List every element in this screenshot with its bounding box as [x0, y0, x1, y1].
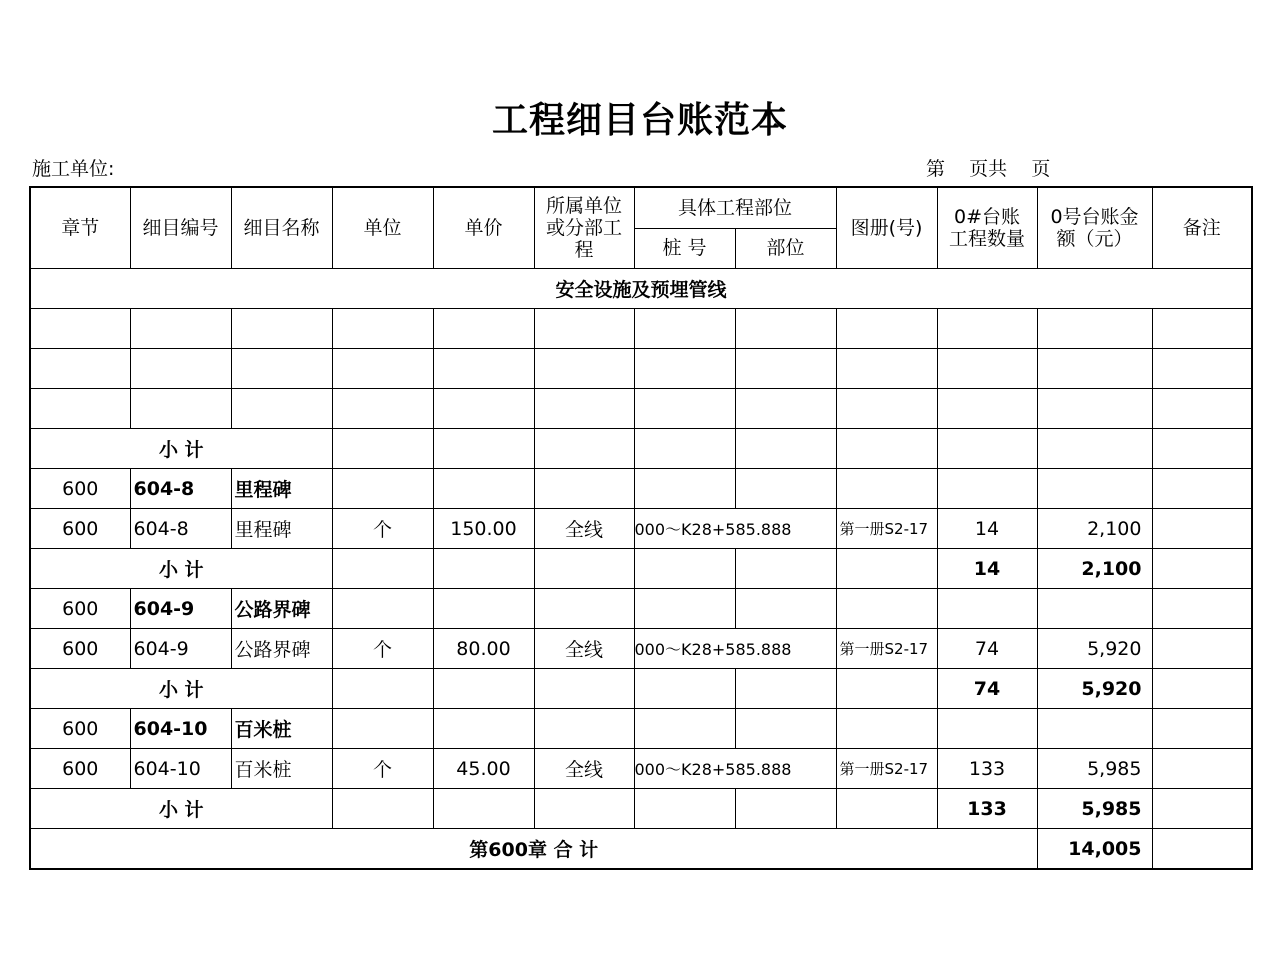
chapter-cell: 600 [30, 469, 130, 509]
empty-cell [937, 389, 1037, 429]
amount-cell: 2,100 [1037, 509, 1152, 549]
empty-cell [30, 389, 130, 429]
item-code-cell: 604-8 [130, 509, 231, 549]
empty-cell [937, 349, 1037, 389]
empty-cell [332, 709, 433, 749]
empty-cell [836, 429, 937, 469]
empty-cell [433, 789, 534, 829]
empty-cell [332, 669, 433, 709]
dept-cell: 全线 [534, 749, 634, 789]
chapter-cell: 600 [30, 749, 130, 789]
subtotal-label: 小 计 [30, 549, 332, 589]
empty-cell [937, 429, 1037, 469]
item-name-cell: 百米桩 [231, 709, 332, 749]
empty-cell [1037, 389, 1152, 429]
empty-cell [534, 429, 634, 469]
empty-cell [634, 429, 735, 469]
empty-cell [332, 429, 433, 469]
item-name-cell: 里程碑 [231, 469, 332, 509]
empty-cell [332, 349, 433, 389]
empty-cell [433, 709, 534, 749]
chapter-cell: 600 [30, 709, 130, 749]
empty-cell [836, 549, 937, 589]
item-code-cell: 604-9 [130, 589, 231, 629]
amount-cell: 5,985 [1037, 749, 1152, 789]
empty-cell [534, 549, 634, 589]
dept-cell: 全线 [534, 509, 634, 549]
empty-cell [534, 309, 634, 349]
empty-cell [534, 789, 634, 829]
empty-cell [534, 349, 634, 389]
empty-cell [634, 389, 735, 429]
empty-cell [1037, 469, 1152, 509]
empty-cell [735, 389, 836, 429]
empty-cell [937, 469, 1037, 509]
header-stake: 桩 号 [634, 228, 735, 269]
construction-unit-label: 施工单位: [32, 158, 115, 180]
total-label: 第600章 合 计 [30, 829, 1037, 870]
empty-cell [433, 549, 534, 589]
empty-cell [332, 469, 433, 509]
stake-cell [634, 749, 836, 789]
empty-cell [1152, 709, 1252, 749]
empty-cell [1152, 829, 1252, 870]
empty-cell [534, 709, 634, 749]
empty-cell [735, 709, 836, 749]
empty-cell [433, 309, 534, 349]
drawing-cell: 第一册S2-17 [836, 749, 937, 789]
empty-cell [130, 349, 231, 389]
section-row [30, 269, 1252, 309]
empty-cell [836, 389, 937, 429]
header-amount: 0号台账金额（元） [1037, 187, 1152, 269]
empty-cell [634, 549, 735, 589]
chapter-cell: 600 [30, 589, 130, 629]
detail-row [30, 749, 1252, 789]
header-unit: 单位 [332, 187, 433, 269]
empty-cell [836, 709, 937, 749]
empty-cell [534, 669, 634, 709]
drawing-cell: 第一册S2-17 [836, 509, 937, 549]
empty-cell [836, 669, 937, 709]
group-header-row [30, 469, 1252, 509]
empty-cell [433, 349, 534, 389]
item-name-cell: 公路界碑 [231, 629, 332, 669]
group-header-row [30, 709, 1252, 749]
empty-cell [332, 789, 433, 829]
dept-cell: 全线 [534, 629, 634, 669]
empty-cell [332, 309, 433, 349]
empty-cell [1037, 349, 1152, 389]
empty-cell [836, 589, 937, 629]
header-part: 部位 [735, 228, 836, 269]
empty-cell [634, 669, 735, 709]
header-qty: 0#台账工程数量 [937, 187, 1037, 269]
empty-cell [937, 589, 1037, 629]
empty-cell [634, 589, 735, 629]
empty-cell [836, 789, 937, 829]
detail-row [30, 509, 1252, 549]
subtotal-row [30, 669, 1252, 709]
empty-cell [1037, 589, 1152, 629]
empty-cell [1152, 549, 1252, 589]
empty-cell [332, 389, 433, 429]
page-title: 工程细目台账范本 [491, 100, 788, 141]
empty-cell [1152, 509, 1252, 549]
price-cell: 80.00 [433, 629, 534, 669]
header-chapter: 章节 [30, 187, 130, 269]
subtotal-qty: 133 [937, 789, 1037, 829]
header-remark: 备注 [1152, 187, 1252, 269]
page-number-info: 第 页共 页 [926, 158, 1051, 180]
empty-cell [130, 389, 231, 429]
item-code-cell: 604-10 [130, 709, 231, 749]
item-name-cell: 百米桩 [231, 749, 332, 789]
total-row [30, 829, 1252, 870]
empty-cell [735, 429, 836, 469]
item-code-cell: 604-9 [130, 629, 231, 669]
chapter-cell: 600 [30, 509, 130, 549]
empty-cell [1037, 709, 1152, 749]
subtotal-row [30, 549, 1252, 589]
empty-cell [534, 389, 634, 429]
stake-cell [634, 629, 836, 669]
qty-cell: 14 [937, 509, 1037, 549]
empty-cell [735, 469, 836, 509]
subtotal-qty: 14 [937, 549, 1037, 589]
header-drawing: 图册(号) [836, 187, 937, 269]
subtotal-amount: 5,920 [1037, 669, 1152, 709]
empty-cell [433, 389, 534, 429]
unit-cell: 个 [332, 749, 433, 789]
price-cell: 45.00 [433, 749, 534, 789]
empty-cell [1152, 669, 1252, 709]
header-item-no: 细目编号 [130, 187, 231, 269]
stake-text: 000～K28+585.888 [634, 640, 792, 659]
empty-cell [1152, 389, 1252, 429]
section-title: 安全设施及预埋管线 [30, 269, 1252, 309]
empty-cell [1152, 429, 1252, 469]
empty-cell [433, 589, 534, 629]
item-name-cell: 公路界碑 [231, 589, 332, 629]
empty-cell [534, 469, 634, 509]
empty-cell [1152, 789, 1252, 829]
empty-cell [1152, 469, 1252, 509]
item-code-cell: 604-10 [130, 749, 231, 789]
subtotal-label: 小 计 [30, 429, 332, 469]
empty-cell [332, 589, 433, 629]
empty-cell [433, 669, 534, 709]
empty-cell [332, 549, 433, 589]
amount-cell: 5,920 [1037, 629, 1152, 669]
empty-cell [735, 549, 836, 589]
empty-cell [634, 469, 735, 509]
stake-text: 000～K28+585.888 [634, 520, 792, 539]
empty-cell [231, 349, 332, 389]
subtotal-row [30, 789, 1252, 829]
stake-text: 000～K28+585.888 [634, 760, 792, 779]
empty-cell [836, 349, 937, 389]
empty-cell [30, 309, 130, 349]
unit-cell: 个 [332, 509, 433, 549]
header-price: 单价 [433, 187, 534, 269]
header-dept: 所属单位或分部工程 [534, 187, 634, 269]
empty-cell [231, 309, 332, 349]
subtotal-qty: 74 [937, 669, 1037, 709]
empty-cell [30, 349, 130, 389]
ledger-table [29, 186, 1253, 870]
detail-row [30, 629, 1252, 669]
subtotal-row [30, 429, 1252, 469]
subtotal-label: 小 计 [30, 789, 332, 829]
item-name-cell: 里程碑 [231, 509, 332, 549]
empty-cell [836, 469, 937, 509]
blank-row [30, 389, 1252, 429]
header-item-name: 细目名称 [231, 187, 332, 269]
header-location: 具体工程部位 [634, 187, 836, 228]
qty-cell: 74 [937, 629, 1037, 669]
unit-cell: 个 [332, 629, 433, 669]
empty-cell [1152, 749, 1252, 789]
empty-cell [433, 469, 534, 509]
empty-cell [634, 789, 735, 829]
qty-cell: 133 [937, 749, 1037, 789]
chapter-cell: 600 [30, 629, 130, 669]
empty-cell [1152, 349, 1252, 389]
blank-row [30, 309, 1252, 349]
empty-cell [634, 709, 735, 749]
empty-cell [634, 349, 735, 389]
empty-cell [130, 309, 231, 349]
empty-cell [735, 669, 836, 709]
header-row-1 [30, 187, 1252, 228]
price-cell: 150.00 [433, 509, 534, 549]
group-header-row [30, 589, 1252, 629]
empty-cell [836, 309, 937, 349]
empty-cell [1152, 309, 1252, 349]
total-amount: 14,005 [1037, 829, 1152, 870]
empty-cell [1152, 589, 1252, 629]
empty-cell [534, 589, 634, 629]
empty-cell [1037, 429, 1152, 469]
subtotal-label: 小 计 [30, 669, 332, 709]
blank-row [30, 349, 1252, 389]
empty-cell [735, 349, 836, 389]
empty-cell [634, 309, 735, 349]
stake-cell [634, 509, 836, 549]
empty-cell [735, 589, 836, 629]
empty-cell [735, 789, 836, 829]
empty-cell [231, 389, 332, 429]
subtotal-amount: 2,100 [1037, 549, 1152, 589]
empty-cell [1037, 309, 1152, 349]
item-code-cell: 604-8 [130, 469, 231, 509]
empty-cell [735, 309, 836, 349]
empty-cell [433, 429, 534, 469]
empty-cell [1152, 629, 1252, 669]
subtotal-amount: 5,985 [1037, 789, 1152, 829]
empty-cell [937, 709, 1037, 749]
empty-cell [937, 309, 1037, 349]
drawing-cell: 第一册S2-17 [836, 629, 937, 669]
